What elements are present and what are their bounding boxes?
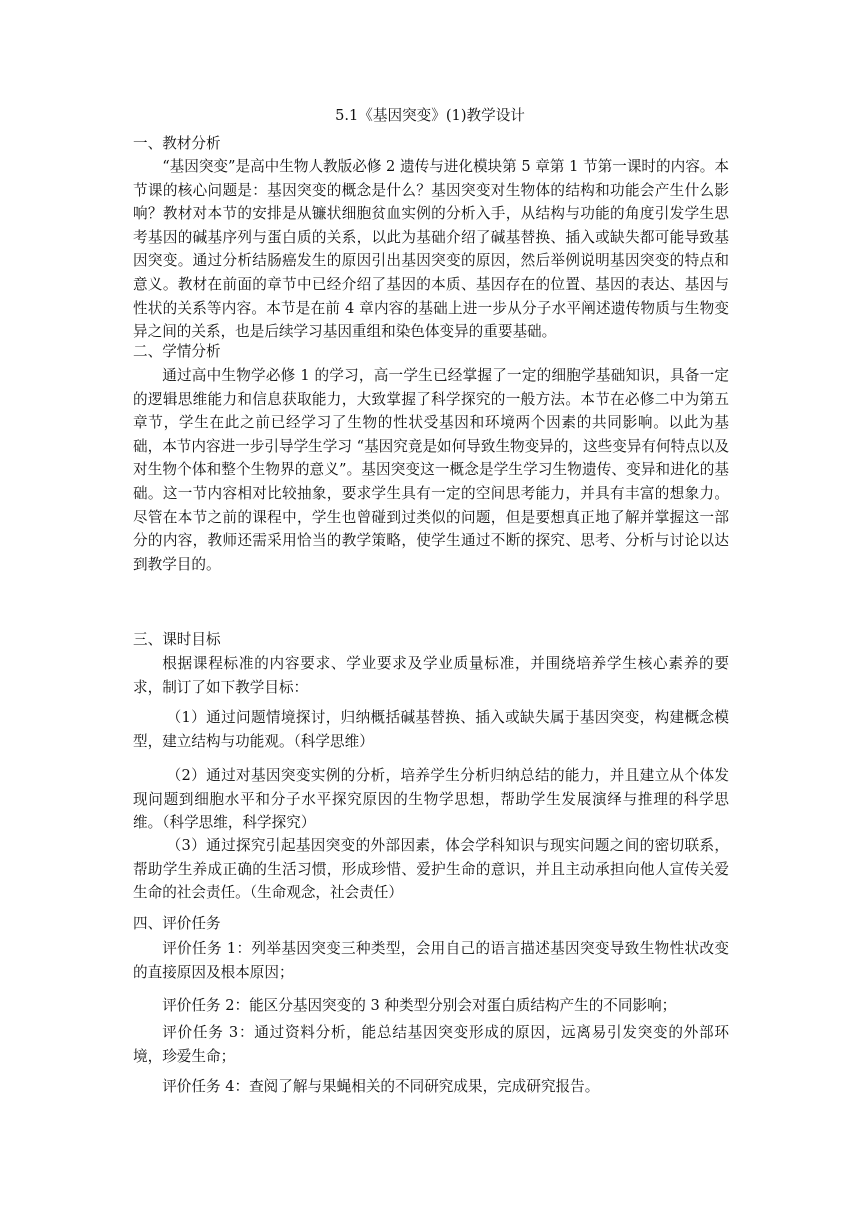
goal-item-2: （2）通过对基因突变实例的分析，培养学生分析归纳总结的能力，并且建立从个体发现问题到细胞水平和分子水平探究原因的生物学思想，帮助学生发展演绎与推理的科学思维。（科学思维，科学探究） xyxy=(133,767,729,832)
section-heading-lesson-goals: 三、课时目标 xyxy=(133,631,221,648)
evaluation-task-2: 评价任务 2：能区分基因突变的 3 种类型分别会对蛋白质结构产生的不同影响； xyxy=(162,997,677,1014)
paragraph-goals-intro: 根据课程标准的内容要求、学业要求及学业质量标准，并围绕培养学生核心素养的要求，制订了如下教学目标： xyxy=(133,655,729,696)
goal-item-3: （3）通过探究引起基因突变的外部因素，体会学科知识与现实问题之间的密切联系，帮助学生养成正确的生活习惯，形成珍惜、爱护生命的意识，并且主动承担向他人宣传关爱生命的社会责任。（生命观念，社会责任） xyxy=(133,837,729,902)
evaluation-task-1: 评价任务 1：列举基因突变三种类型，会用自己的语言描述基因突变导致生物性状改变的直接原因及根本原因； xyxy=(133,940,729,981)
section-heading-evaluation-tasks: 四、评价任务 xyxy=(133,915,221,932)
paragraph-student-analysis: 通过高中生物学必修 1 的学习，高一学生已经掌握了一定的细胞学基础知识，具备一定的逻辑思维能力和信息获取能力，大致掌握了科学探究的一般方法。本节在必修二中为第五章节，学生在此之前已经学习了生物的性状受基因和环境两个因素的共同影响。以此为基础，本节内容进一步引导学生学习 “基因究竟是如何导致生物变异的，这些变异有何特点以及对生物个体和整个生物界的意义”。基因突变这一概念是学生学习生物遗传、变异和进化的基础。这一节内容相对比较抽象，要求学生具有一定的空间思考能力，并具有丰富的想象力。尽管在本节之前的课程中，学生也曾碰到过类似的问题，但是要想真正地了解并掌握这一部分的内容，教师还需采用恰当的教学策略，使学生通过不断的探究、思考、分析与讨论以达到教学目的。 xyxy=(133,367,729,573)
document-title: 5.1《基因突变》(1)教学设计 xyxy=(335,107,525,124)
section-heading-textbook-analysis: 一、教材分析 xyxy=(133,135,221,152)
section-heading-student-analysis: 二、学情分析 xyxy=(133,343,221,360)
goal-item-1: （1）通过问题情境探讨，归纳概括碱基替换、插入或缺失属于基因突变，构建概念模型，建立结构与功能观。（科学思维） xyxy=(133,709,729,750)
evaluation-task-3: 评价任务 3：通过资料分析，能总结基因突变形成的原因，远离易引发突变的外部环境，珍爱生命； xyxy=(133,1024,729,1065)
paragraph-textbook-analysis: “基因突变”是高中生物人教版必修 2 遗传与进化模块第 5 章第 1 节第一课时的内容。本节课的核心问题是：基因突变的概念是什么？基因突变对生物体的结构和功能会产生什么影响？教材对本节的安排是从镰状细胞贫血实例的分析入手，从结构与功能的角度引发学生思考基因的碱基序列与蛋白质的关系，以此为基础介绍了碱基替换、插入或缺失都可能导致基因突变。通过分析结肠癌发生的原因引出基因突变的原因，然后举例说明基因突变的特点和意义。教材在前面的章节中已经介绍了基因的本质、基因存在的位置、基因的表达、基因与性状的关系等内容。本节是在前 4 章内容的基础上进一步从分子水平阐述遗传物质与生物变异之间的关系，也是后续学习基因重组和染色体变异的重要基础。 xyxy=(133,158,729,341)
evaluation-task-4: 评价任务 4：查阅了解与果蝇相关的不同研究成果，完成研究报告。 xyxy=(162,1078,600,1095)
